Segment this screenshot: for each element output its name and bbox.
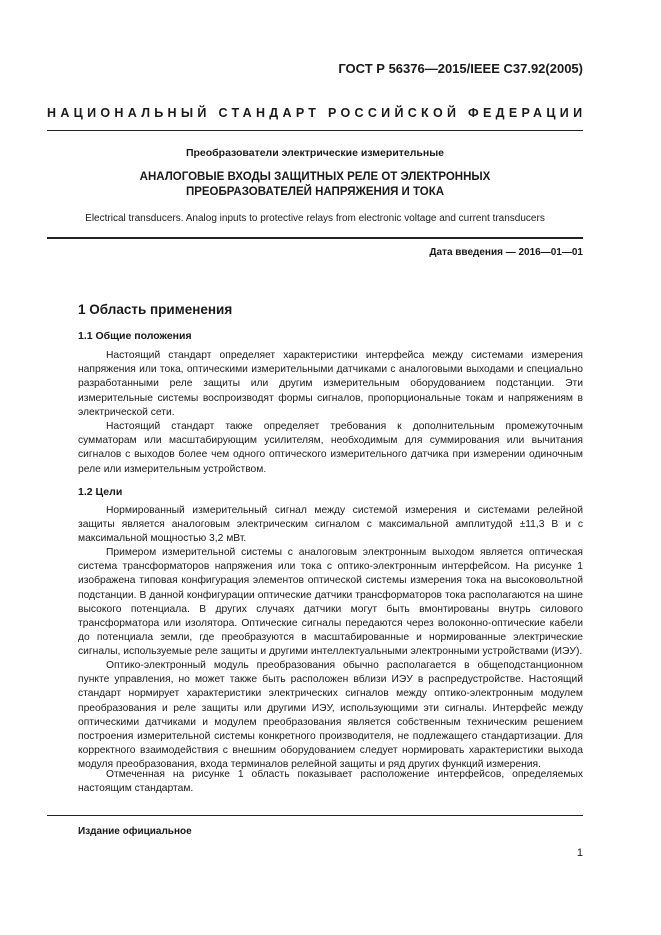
document-subtitle: Преобразователи электрические измерительные: [185, 147, 445, 159]
paragraph: Примером измерительной системы с аналоговым электронным выходом является оптическая система трансформаторов напряжения или тока с оптико-электронным интерфейсом. На рисунке 1 изображена типовая конфигурация элементов оптической системы измерения тока на высоковольтной подстанции. В данной конфигурации оптические датчики трансформаторов тока располагаются на шине высокого потенциала. В других случаях датчики могут быть вмонтированы внутрь силового трансформатора или изолятора. Оптические сигналы передаются через волоконно-оптические кабели до потенциала земли, где преобразуются в масштабированные и нормированные электрические сигналы, используемые реле защиты и другими интеллектуальными электронными устройствами (ИЭУ).: [78, 547, 583, 658]
document-number: ГОСТ Р 56376—2015/IEEE C37.92(2005): [338, 61, 583, 76]
title-divider: [47, 237, 583, 239]
paragraph: Настоящий стандарт также определяет требования к дополнительным промежуточным сумматорам или масштабирующим усилителям, необходимым для суммирования или вычитания сигналов с выходов более чем одного оптического измерительного датчика при измерении одиночным реле или измерительным устройством.: [78, 421, 583, 475]
footer-divider: [47, 815, 583, 816]
subsection-heading-goals: 1.2 Цели: [78, 486, 123, 498]
paragraph: Оптико-электронный модуль преобразования обычно располагается в общеподстанционном пункте управления, но может также быть расположен вблизи ИЭУ в распредустройстве. Настоящий стандарт нормирует характеристики электрических сигналов между оптико-электронным модулем преобразования и реле защиты или другими ИЭУ, использующими эти сигналы. Интерфейс между оптическими датчиками и модулем преобразования является собственным техническим решением построения измерительной системы конкретного производителя, не подлежащего стандартизации. Для корректного взаимодействия с внешним оборудованием следует нормировать характеристики выхода модуля преобразования, входа терминалов релейной защиты и ряд других функций измерения.: [78, 660, 583, 771]
document-title: АНАЛОГОВЫЕ ВХОДЫ ЗАЩИТНЫХ РЕЛЕ ОТ ЭЛЕКТРОННЫХ ПРЕОБРАЗОВАТЕЛЕЙ НАПРЯЖЕНИЯ И ТОКА: [139, 171, 491, 198]
paragraph: Отмеченная на рисунке 1 область показывает расположение интерфейсов, определяемых настоящим стандартам.: [78, 769, 583, 795]
subsection-heading-general: 1.1 Общие положения: [78, 330, 192, 342]
page-number: 1: [576, 847, 583, 859]
official-edition-label: Издание официальное: [78, 826, 192, 837]
paragraph: Настоящий стандарт определяет характеристики интерфейса между системами измерения напряжения или тока, оптическими измерительными датчиками с аналоговыми выходами и специально разработанными реле защиты или другим измерительным оборудованием подстанции. Эти измерительные системы воспроизводят формы сигналов, пропорциональные токам и напряжениям в электрической сети.: [78, 350, 583, 418]
paragraph: Нормированный измерительный сигнал между системой измерения и системами релейной защиты является аналоговым электрическим сигналом с максимальной амплитудой ±11,3 В и с максимальной мощностью 3,2 мВт.: [78, 505, 583, 545]
national-standard-banner: НАЦИОНАЛЬНЫЙ СТАНДАРТ РОССИЙСКОЙ ФЕДЕРАЦИИ: [47, 106, 587, 120]
header-divider: [47, 130, 583, 131]
introduction-date: Дата введения — 2016—01—01: [429, 247, 583, 258]
english-title: Electrical transducers. Analog inputs to protective relays from electronic voltage and current transducers: [85, 213, 545, 224]
section-heading: 1 Область применения: [78, 302, 233, 317]
